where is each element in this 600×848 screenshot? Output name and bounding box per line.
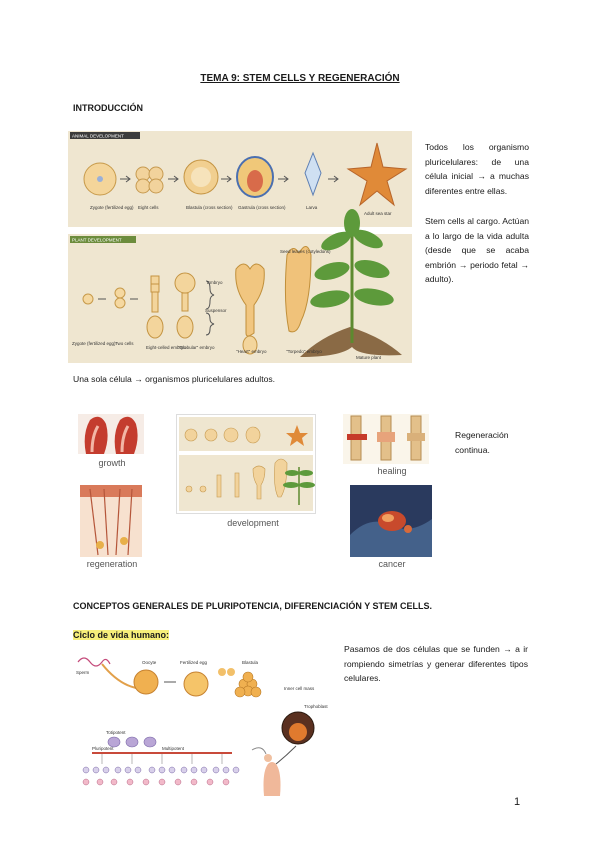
animal-label-2: Eight cells (138, 205, 159, 210)
blastula-label: Blastula (242, 660, 259, 665)
animal-label-5: Larva (306, 205, 318, 210)
plant-label-3: Eight-celled embryo (146, 345, 186, 350)
animal-label-4: Gastrula (cross section) (238, 205, 286, 210)
plant-label-4: "Globular" embryo (178, 345, 215, 350)
totipotent-label: Totipotent (106, 730, 126, 735)
intro-paragraph-1: Todos los organismo pluricelulares: de una célula inicial → a muchas diferentes entre ellas. (425, 142, 529, 196)
multipotent-label: Multipotent (162, 746, 185, 751)
intro-heading: INTRODUCCIÓN (73, 103, 143, 113)
page-number: 1 (514, 796, 521, 808)
intro-paragraph-2: Stem cells al cargo. Actúan a lo largo de la vida adulta (desde que se acaba embrión → periodo fetal → adulto). (425, 216, 529, 284)
plant-label-1: Zygote (fertilized egg) (72, 341, 116, 346)
sperm-label: Sperm (76, 670, 90, 675)
animal-header: ANIMAL DEVELOPMENT (72, 133, 124, 139)
growth-image (78, 414, 144, 454)
animal-label-6: Adult sea star (364, 211, 392, 216)
animal-label-1: Zygote (fertilized egg) (90, 205, 134, 210)
growth-label: growth (98, 458, 126, 468)
cycle-title: Ciclo de vida humano: (73, 630, 170, 640)
seed-leaves-label: Seed leaves (cotyledons) (280, 249, 331, 254)
regeneration-label: regeneration (86, 559, 138, 569)
page-title: TEMA 9: STEM CELLS Y REGENERACIÓN (200, 73, 400, 84)
plant-label-7: Mature plant (356, 355, 382, 360)
healing-image (343, 414, 429, 464)
animal-label-3: Blastula (cross section) (186, 205, 233, 210)
plant-header: PLANT DEVELOPMENT (72, 237, 122, 243)
inner-cell-mass-label: Inner cell mass (284, 686, 315, 691)
trophoblast-label: Trophoblast (304, 704, 328, 709)
development-illustration (68, 131, 412, 363)
development-label: development (227, 518, 279, 528)
human-life-cycle-figure (72, 646, 334, 796)
regeneration-image (80, 485, 142, 557)
oocyte-label: Oocyte (142, 660, 157, 665)
cycle-paragraph: Pasamos de dos células que se funden → a ir rompiendo simetrías y generar diferentes tipos celulares. (344, 644, 528, 683)
intro-caption: Una sola célula → organismos pluricelulares adultos. (73, 374, 276, 384)
development-thumbnail (176, 414, 316, 514)
suspensor-label: Suspensor (205, 308, 227, 313)
embryo-label: Embryo (207, 280, 223, 285)
pluripotent-label: Pluripotent (92, 746, 114, 751)
healing-label: healing (377, 466, 407, 476)
cancer-label: cancer (378, 559, 406, 569)
regeneration-side-text: Regeneración continua. (455, 430, 509, 455)
concepts-heading: CONCEPTOS GENERALES DE PLURIPOTENCIA, DIFERENCIACIÓN Y STEM CELLS. (73, 601, 433, 611)
plant-label-2: Two cells (115, 341, 134, 346)
plant-label-5: "Heart" embryo (236, 349, 267, 354)
fertilized-egg-label: Fertilized egg (180, 660, 208, 665)
plant-label-6: "Torpedo" embryo (286, 349, 322, 354)
development-figure (68, 131, 412, 363)
cancer-image (350, 485, 432, 557)
